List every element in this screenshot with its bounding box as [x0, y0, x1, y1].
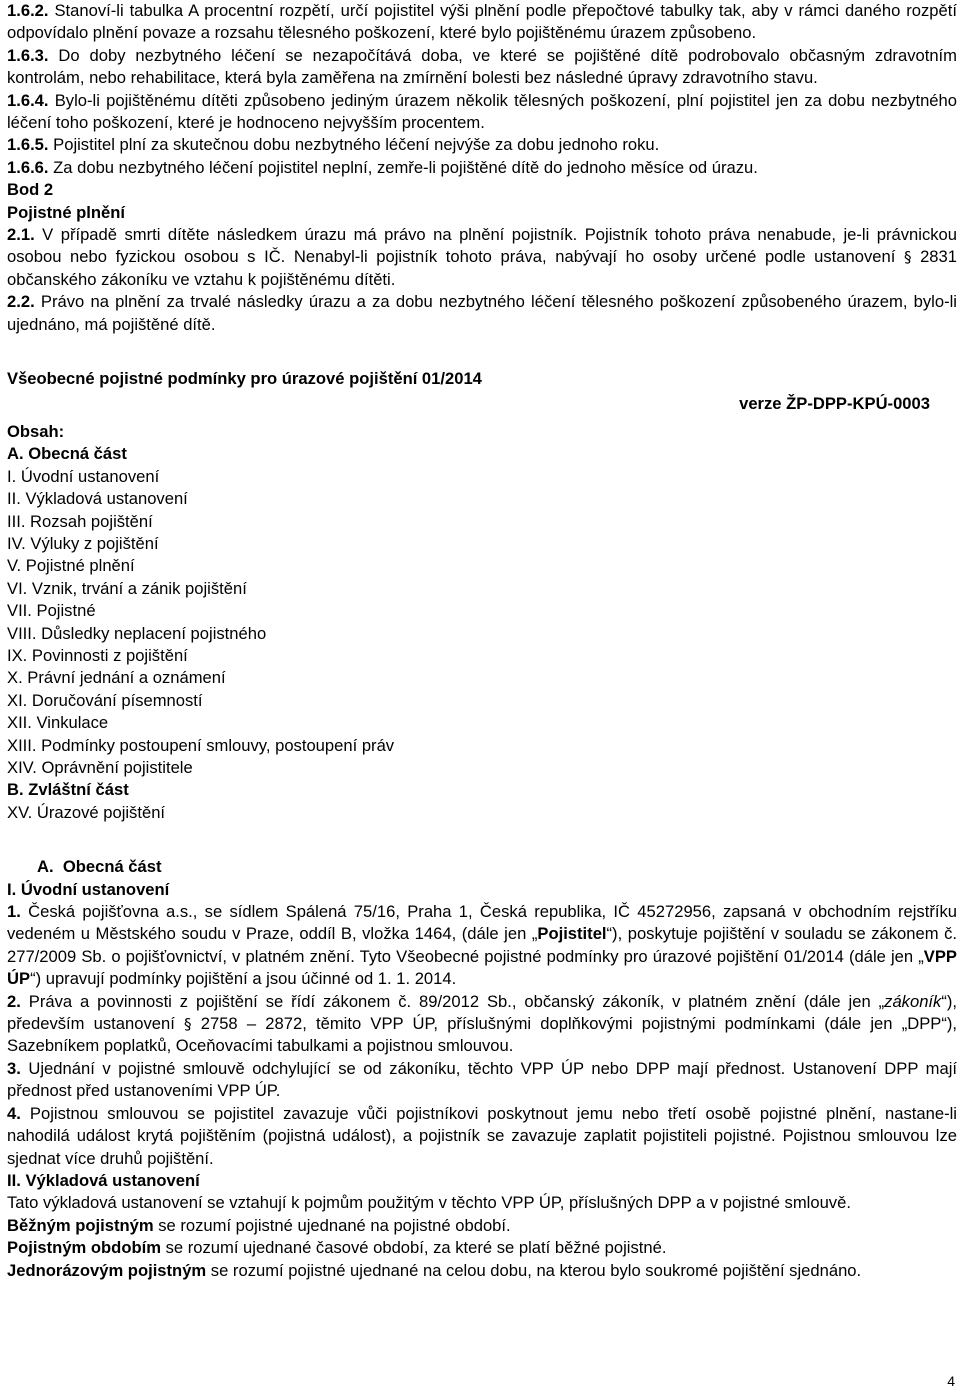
spacer — [7, 824, 957, 846]
toc-item: XII. Vinkulace — [7, 713, 109, 733]
spacer — [7, 336, 957, 358]
paragraph-1-6-4: 1.6.4. Bylo-li pojištěnému dítěti způsobeno jediným úrazem několik tělesných poškození, plní pojistitel jen za dobu nezbytného léčení toho poškození, které je hodnoceno nejvyšším procentem. — [7, 90, 957, 133]
toc-part-b: B. Zvláštní část — [7, 780, 129, 800]
toc-item: XIII. Podmínky postoupení smlouvy, postoupení práv — [7, 735, 395, 755]
toc-item: XV. Úrazové pojištění — [7, 802, 166, 822]
toc-item: IV. Výluky z pojištění — [7, 533, 159, 553]
toc-item: XI. Doručování písemností — [7, 690, 203, 710]
section-1-title: I. Úvodní ustanovení — [7, 879, 170, 899]
document-title: Všeobecné pojistné podmínky pro úrazové pojištění 01/2014 — [7, 369, 482, 389]
toc-item: XIV. Oprávnění pojistitele — [7, 758, 193, 777]
pojistne-plneni-heading: Pojistné plnění — [7, 202, 126, 222]
paragraph-1-6-5: 1.6.5. Pojistitel plní za skutečnou dobu nezbytného léčení nejvýše za dobu jednoho roku. — [7, 135, 660, 155]
paragraph-2-2: 2.2. Právo na plnění za trvalé následky úrazu a za dobu nezbytného léčení tělesného poškození způsobeného úrazem, bylo-li ujednáno, má pojištěné dítě. — [7, 292, 957, 334]
page-number: 4 — [947, 1373, 955, 1389]
toc-item: VIII. Důsledky neplacení pojistného — [7, 623, 267, 643]
definition-bezne-pojistne: Běžným pojistným se rozumí pojistné ujednané na pojistné období. — [7, 1215, 511, 1235]
toc-item: V. Pojistné plnění — [7, 556, 135, 576]
paragraph-a-4: 4. Pojistnou smlouvou se pojistitel zavazuje vůči pojistníkovi poskytnout jemu nebo třetí osobě pojistné plnění, nastane-li nahodilá událost krytá pojištěním (pojistná událost), a pojistník se zavazuje zaplatit pojistiteli pojistné. Pojistnou smlouvou lze sjednat více druhů pojištění. — [7, 1103, 957, 1168]
paragraph-1-6-6: 1.6.6. Za dobu nezbytného léčení pojistitel neplní, zemře-li pojištěné dítě do jednoho měsíce od úrazu. — [7, 157, 758, 177]
paragraph-1-6-2: 1.6.2. Stanoví-li tabulka A procentní rozpětí, určí pojistitel výši plnění podle přepočtové tabulky tak, aby v rámci daného rozpětí odpovídalo plnění povaze a rozsahu tělesného poškození, které bylo pojištěnému úrazem způsobeno. — [7, 1, 957, 43]
toc-item: VI. Vznik, trvání a zánik pojištění — [7, 578, 247, 598]
toc-item: III. Rozsah pojištění — [7, 511, 153, 531]
toc-list-a — [7, 466, 957, 780]
toc-item: IX. Povinnosti z pojištění — [7, 645, 188, 665]
paragraph-2-1: 2.1. V případě smrti dítěte následkem úrazu má právo na plnění pojistník. Pojistník tohoto práva nenabude, je-li právnickou osobou nebo fyzickou osobou s IČ. Nenabyl-li pojistník tohoto práva, nabývají ho osoby určené podle ustanovení § 2831 občanského zákoníku ve vztahu k pojištěnému dítěti. — [7, 225, 957, 289]
document-page — [7, 0, 957, 1282]
definition-pojistne-obdobi: Pojistným obdobím se rozumí ujednané časové období, za které se platí běžné pojistné. — [7, 1238, 667, 1258]
spacer — [7, 358, 957, 368]
paragraph-a-3: 3. Ujednání v pojistné smlouvě odchylující se od zákoníku, těchto VPP ÚP nebo DPP mají přednost. Ustanovení DPP mají přednost před ustanoveními VPP ÚP. — [7, 1058, 957, 1101]
toc-item: I. Úvodní ustanovení — [7, 466, 160, 486]
section-a-title: A. Obecná část — [37, 857, 162, 877]
document-version: verze ŽP-DPP-KPÚ-0003 — [739, 393, 930, 413]
bod-2-heading: Bod 2 — [7, 180, 54, 200]
section-2-intro: Tato výkladová ustanovení se vztahují k pojmům použitým v těchto VPP ÚP, příslušných DPP a v pojistné smlouvě. — [7, 1193, 851, 1213]
spacer — [7, 846, 957, 856]
toc-label: Obsah: — [7, 421, 65, 441]
definition-jednorazove-pojistne: Jednorázovým pojistným se rozumí pojistné ujednané na celou dobu, na kterou bylo soukromé pojištění sjednáno. — [7, 1260, 862, 1280]
section-symbol: § — [184, 1015, 192, 1034]
toc-item: VII. Pojistné — [7, 601, 96, 621]
paragraph-a-2: 2. Práva a povinnosti z pojištění se řídí zákonem č. 89/2012 Sb., občanský zákoník, v platném znění (dále jen „zákoník“), především ustanovení § 2758 – 2872, těmito VPP ÚP, příslušnými doplňkovými pojistnými podmínkami (dále jen „DPP“), Sazebníkem poplatků, Oceňovacími tabulkami a pojistnou smlouvou. — [7, 991, 958, 1056]
toc-item: II. Výkladová ustanovení — [7, 489, 188, 509]
toc-part-a: A. Obecná část — [7, 444, 127, 464]
section-symbol: § — [903, 248, 912, 267]
toc-item: X. Právní jednání a oznámení — [7, 668, 226, 688]
section-2-title: II. Výkladová ustanovení — [7, 1170, 200, 1190]
paragraph-1-6-3: 1.6.3. Do doby nezbytného léčení se nezapočítává doba, ve které se pojištěné dítě podrobovalo občasným zdravotním kontrolám, nebo rehabilitace, která byla zaměřena na zmírnění bolesti bez následné úpravy zdravotního stavu. — [7, 45, 957, 88]
paragraph-a-1: 1. Česká pojišťovna a.s., se sídlem Spálená 75/16, Praha 1, Česká republika, IČ 45272956, zapsaná v obchodním rejstříku vedeném u Městského soudu v Praze, oddíl B, vložka 1464, (dále jen „Pojistitel“), poskytuje pojištění v souladu se zákonem č. 277/2009 Sb. o pojišťovnictví, v platném znění. Tyto Všeobecné pojistné podmínky pro úrazové pojištění 01/2014 (dále jen „VPP ÚP“) upravují podmínky pojištění a jsou účinné od 1. 1. 2014. — [7, 902, 958, 989]
